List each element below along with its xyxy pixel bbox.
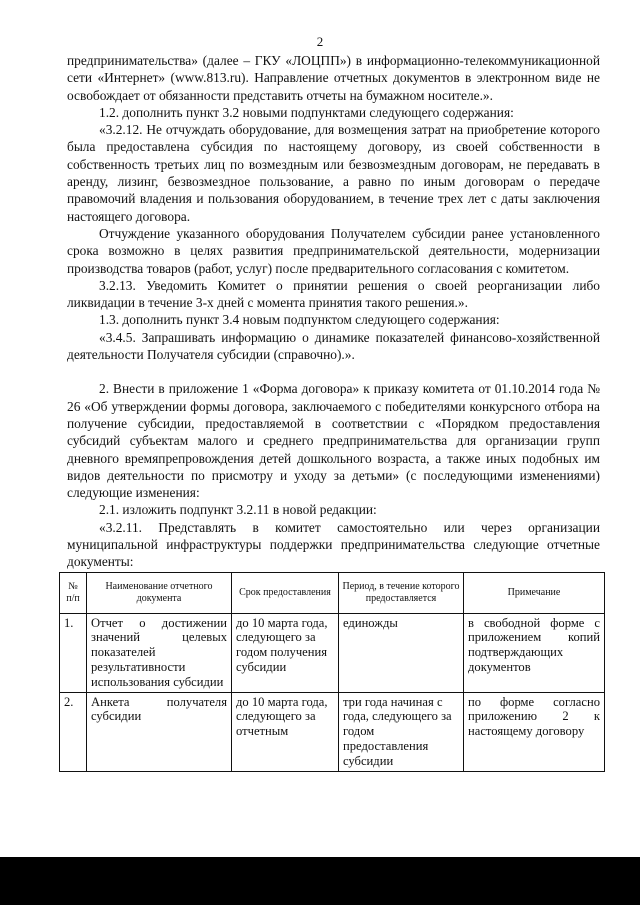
paragraph: 2. Внести в приложение 1 «Форма договора» к приказу комитета от 01.10.2014 года № 26 «Об утверждении формы договора, заключаемого с победителями конкурсного отбора на получение субсидии, предоставляемой в соответствии с «Порядком предоставления субсидий субъектам малого и среднего предпринимательства для организации групп дневного времяпрепровождения детей дошкольного возраста, а также иных подобных им видов деятельности по присмотру и уходу за детьми» (с последующими изменениями) следующие изменения:	[67, 381, 600, 501]
table-cell: три года начиная с года, следующего за годом предоставления субсидии	[339, 692, 464, 771]
table-cell: единожды	[339, 613, 464, 692]
header-cell-document: Наименование отчетного документа	[87, 572, 232, 613]
paragraph: 1.3. дополнить пункт 3.4 новым подпунктом следующего содержания:	[99, 312, 500, 328]
reporting-documents-table	[59, 572, 605, 772]
paragraph: «3.4.5. Запрашивать информацию о динамике показателей финансово-хозяйственной деятельности Получателя субсидии (справочно).».	[67, 329, 600, 363]
table-row	[60, 613, 605, 692]
header-cell-note: Примечание	[464, 572, 605, 613]
paragraph: «3.2.12. Не отчуждать оборудование, для возмещения затрат на приобретение которого была предоставлена субсидия по настоящему договору, из своей собственности в собственность третьих лиц по возмездным или безвозмездным договорам, не передавать в аренду, лизинг, безвозмездное пользование, а равно по иным договорам о передаче правомочий владения и пользования оборудованием, в течение трех лет с даты заключения настоящего договора.	[67, 122, 600, 224]
paragraph: Отчуждение указанного оборудования Получателем субсидии ранее установленного срока возможно в целях развития предпринимательской деятельности, модернизации производства товаров (работ, услуг) после предварительного согласования с комитетом.	[67, 225, 600, 276]
table-cell: 2.	[60, 692, 87, 771]
paragraph: предпринимательства» (далее – ГКУ «ЛОЦПП») в информационно-телекоммуникационной сети «Интернет» (www.813.ru). Направление отчетных документов в электронном виде не освобождает от обязанности представить отчеты на бумажном носителе.».	[67, 53, 600, 103]
table-cell: в свободной форме с приложением копий подтверждающих документов	[464, 613, 605, 692]
table-cell: 1.	[60, 613, 87, 692]
document-body	[64, 52, 600, 772]
paragraph: 1.2. дополнить пункт 3.2 новыми подпунктами следующего содержания:	[99, 104, 514, 120]
header-cell-period: Период, в течение которого предоставляется	[339, 572, 464, 613]
paragraph: 3.2.13. Уведомить Комитет о принятии решения о своей реорганизации либо ликвидации в течение 3-х дней с момента принятия такого решения.».	[67, 277, 600, 311]
table-cell: Отчет о достижении значений целевых показателей результативности использования субсидии	[87, 613, 232, 692]
paragraph: «3.2.11. Представлять в комитет самостоятельно или через организации муниципальной инфраструктуры поддержки предпринимательства следующие отчетные документы:	[67, 519, 600, 570]
table-row	[60, 692, 605, 771]
table-cell: до 10 марта года, следующего за годом получения субсидии	[232, 613, 339, 692]
header-cell-deadline: Срок предоставления	[232, 572, 339, 613]
page-number: 2	[316, 34, 324, 49]
scan-footer-bar	[0, 857, 640, 905]
header-cell-number: № п/п	[60, 572, 87, 613]
table-header-row	[60, 572, 605, 613]
table-cell: до 10 марта года, следующего за отчетным	[232, 692, 339, 771]
paragraph: 2.1. изложить подпункт 3.2.11 в новой редакции:	[99, 502, 377, 518]
table-cell: по форме согласно приложению 2 к настоящему договору	[464, 692, 605, 771]
table-cell: Анкета получателя субсидии	[87, 692, 232, 771]
